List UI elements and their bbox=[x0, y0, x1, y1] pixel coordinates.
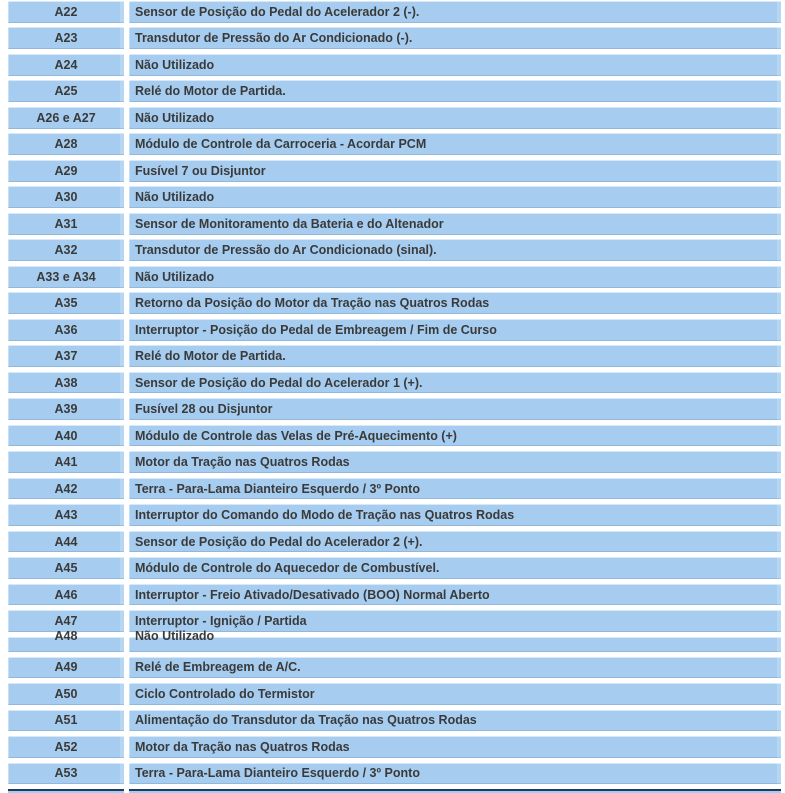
description-cell bbox=[129, 54, 781, 76]
pin-label: A51 bbox=[54, 713, 78, 728]
table-row bbox=[8, 27, 785, 49]
description-cell bbox=[129, 398, 781, 420]
pin-label: A29 bbox=[54, 163, 78, 178]
table-row bbox=[8, 54, 785, 76]
pin-cell bbox=[8, 531, 124, 553]
pin-cell bbox=[8, 504, 124, 526]
pin-label: A26 e A27 bbox=[36, 110, 96, 125]
pin-label: A25 bbox=[54, 84, 78, 99]
table-row bbox=[8, 610, 785, 632]
pin-cell bbox=[8, 628, 124, 652]
pin-label: A24 bbox=[54, 57, 78, 72]
table-row bbox=[8, 133, 785, 155]
description-cell bbox=[129, 710, 781, 732]
pin-cell bbox=[8, 133, 124, 155]
description-cell bbox=[129, 107, 781, 129]
pin-cell bbox=[8, 789, 124, 793]
pin-cell bbox=[8, 107, 124, 129]
description-cell bbox=[129, 160, 781, 182]
table-row bbox=[8, 319, 785, 341]
pin-cell bbox=[8, 319, 124, 341]
description-label: Relé do Motor de Partida. bbox=[135, 349, 286, 364]
description-label: Módulo de Controle das Velas de Pré-Aquecimento (+) bbox=[135, 428, 457, 443]
description-cell bbox=[129, 266, 781, 288]
pin-label: A40 bbox=[54, 428, 78, 443]
description-cell bbox=[129, 133, 781, 155]
table-row bbox=[8, 372, 785, 394]
description-cell bbox=[129, 531, 781, 553]
pin-cell bbox=[8, 54, 124, 76]
description-label: Interruptor do Comando do Modo de Tração nas Quatros Rodas bbox=[135, 508, 515, 523]
description-label: Não Utilizado bbox=[135, 190, 215, 205]
pin-label: A30 bbox=[54, 190, 78, 205]
pin-label: A50 bbox=[54, 686, 78, 701]
description-label: Transdutor de Pressão do Ar Condicionado (sinal). bbox=[135, 243, 437, 258]
pin-cell bbox=[8, 80, 124, 102]
pin-label: A36 bbox=[54, 322, 78, 337]
pin-cell bbox=[8, 345, 124, 367]
pin-cell bbox=[8, 451, 124, 473]
description-cell bbox=[129, 1, 781, 23]
table-row bbox=[8, 584, 785, 606]
pin-cell bbox=[8, 239, 124, 261]
pin-cell bbox=[8, 683, 124, 705]
description-label: Sensor de Posição do Pedal do Acelerador 2 (-). bbox=[135, 4, 420, 19]
table-row bbox=[8, 657, 785, 679]
description-label: Terra - Para-Lama Dianteiro Esquerdo / 3º Ponto bbox=[135, 766, 420, 781]
description-cell bbox=[129, 80, 781, 102]
description-label: Motor da Tração nas Quatros Rodas bbox=[135, 739, 350, 754]
description-cell bbox=[129, 736, 781, 758]
description-cell bbox=[129, 372, 781, 394]
pin-cell bbox=[8, 710, 124, 732]
table-row bbox=[8, 710, 785, 732]
table-row bbox=[8, 531, 785, 553]
description-label: Relé de Embreagem de A/C. bbox=[135, 660, 301, 675]
description-label: Sensor de Posição do Pedal do Acelerador 1 (+). bbox=[135, 375, 423, 390]
description-cell bbox=[129, 239, 781, 261]
table-row bbox=[8, 1, 785, 23]
table-row bbox=[8, 504, 785, 526]
pin-cell bbox=[8, 557, 124, 579]
pin-label: A53 bbox=[54, 766, 78, 781]
description-label: Motor da Tração nas Quatros Rodas bbox=[135, 455, 350, 470]
pin-cell bbox=[8, 1, 124, 23]
table-row bbox=[8, 160, 785, 182]
table-row bbox=[8, 186, 785, 208]
description-cell bbox=[129, 451, 781, 473]
description-label: Interruptor - Ignição / Partida bbox=[135, 613, 307, 628]
pin-label: A28 bbox=[54, 137, 78, 152]
pin-cell bbox=[8, 478, 124, 500]
pin-label: A39 bbox=[54, 402, 78, 417]
description-cell bbox=[129, 683, 781, 705]
table-row bbox=[8, 398, 785, 420]
description-cell bbox=[129, 345, 781, 367]
description-label: Não Utilizado bbox=[135, 628, 215, 643]
description-label: Fusível 28 ou Disjuntor bbox=[135, 402, 273, 417]
description-label: Terra - Para-Lama Dianteiro Esquerdo / 3º Ponto bbox=[135, 481, 420, 496]
pin-label: A23 bbox=[54, 31, 78, 46]
table-row bbox=[8, 345, 785, 367]
pin-label: A42 bbox=[54, 481, 78, 496]
table-row bbox=[8, 451, 785, 473]
description-label: Relé do Motor de Partida. bbox=[135, 84, 286, 99]
pin-label: A45 bbox=[54, 561, 78, 576]
description-cell bbox=[129, 27, 781, 49]
pin-label: A49 bbox=[54, 660, 78, 675]
table-row bbox=[8, 425, 785, 447]
pin-label: A48 bbox=[54, 628, 78, 643]
description-label: Não Utilizado bbox=[135, 57, 215, 72]
description-label: Retorno da Posição do Motor da Tração nas Quatros Rodas bbox=[135, 296, 490, 311]
pin-cell bbox=[8, 292, 124, 314]
pin-cell bbox=[8, 763, 124, 785]
pin-label: A41 bbox=[54, 455, 78, 470]
pin-cell bbox=[8, 160, 124, 182]
description-cell bbox=[129, 610, 781, 632]
pin-label: A47 bbox=[54, 613, 78, 628]
table-row bbox=[8, 292, 785, 314]
table-row bbox=[8, 213, 785, 235]
description-label: Alimentação do Transdutor da Tração nas Quatros Rodas bbox=[135, 713, 477, 728]
pin-cell bbox=[8, 736, 124, 758]
table-row bbox=[8, 107, 785, 129]
pin-cell bbox=[8, 372, 124, 394]
table-row bbox=[8, 763, 785, 785]
description-label: Fusível 7 ou Disjuntor bbox=[135, 163, 266, 178]
table-row bbox=[8, 478, 785, 500]
description-cell bbox=[129, 186, 781, 208]
description-cell bbox=[129, 292, 781, 314]
table-row bbox=[8, 239, 785, 261]
description-cell bbox=[129, 504, 781, 526]
pin-label: A38 bbox=[54, 375, 78, 390]
description-cell bbox=[129, 584, 781, 606]
pin-cell bbox=[8, 425, 124, 447]
description-cell bbox=[129, 657, 781, 679]
pin-label: A22 bbox=[54, 4, 78, 19]
pin-cell bbox=[8, 213, 124, 235]
pin-label: A44 bbox=[54, 534, 78, 549]
partial-cutoff-row bbox=[8, 789, 785, 793]
description-label: Não Utilizado bbox=[135, 110, 215, 125]
table-row bbox=[8, 266, 785, 288]
table-row bbox=[8, 80, 785, 102]
description-cell bbox=[129, 789, 781, 793]
pin-label: A35 bbox=[54, 296, 78, 311]
pin-cell bbox=[8, 186, 124, 208]
description-cell bbox=[129, 319, 781, 341]
table-row bbox=[8, 683, 785, 705]
pin-label: A52 bbox=[54, 739, 78, 754]
description-cell bbox=[129, 213, 781, 235]
pin-cell bbox=[8, 584, 124, 606]
description-cell bbox=[129, 425, 781, 447]
pin-label: A46 bbox=[54, 587, 78, 602]
pin-label: A33 e A34 bbox=[36, 269, 96, 284]
description-label: Sensor de Posição do Pedal do Acelerador 2 (+). bbox=[135, 534, 423, 549]
description-label: Interruptor - Freio Ativado/Desativado (BOO) Normal Aberto bbox=[135, 587, 490, 602]
description-label: Não Utilizado bbox=[135, 269, 215, 284]
pin-label: A37 bbox=[54, 349, 78, 364]
table-row bbox=[8, 628, 785, 652]
pin-label: A31 bbox=[54, 216, 78, 231]
pin-cell bbox=[8, 266, 124, 288]
description-label: Interruptor - Posição do Pedal de Embreagem / Fim de Curso bbox=[135, 322, 497, 337]
pin-cell bbox=[8, 398, 124, 420]
table-row bbox=[8, 736, 785, 758]
description-label: Transdutor de Pressão do Ar Condicionado (-). bbox=[135, 31, 413, 46]
description-cell bbox=[129, 628, 781, 652]
description-label: Módulo de Controle da Carroceria - Acordar PCM bbox=[135, 137, 427, 152]
pin-cell bbox=[8, 27, 124, 49]
description-label: Módulo de Controle do Aquecedor de Combustível. bbox=[135, 561, 440, 576]
table-row bbox=[8, 557, 785, 579]
description-cell bbox=[129, 557, 781, 579]
pin-label: A32 bbox=[54, 243, 78, 258]
pin-label: A43 bbox=[54, 508, 78, 523]
description-cell bbox=[129, 478, 781, 500]
pin-cell bbox=[8, 657, 124, 679]
description-cell bbox=[129, 763, 781, 785]
description-label: Sensor de Monitoramento da Bateria e do Altenador bbox=[135, 216, 444, 231]
description-label: Ciclo Controlado do Termistor bbox=[135, 686, 315, 701]
